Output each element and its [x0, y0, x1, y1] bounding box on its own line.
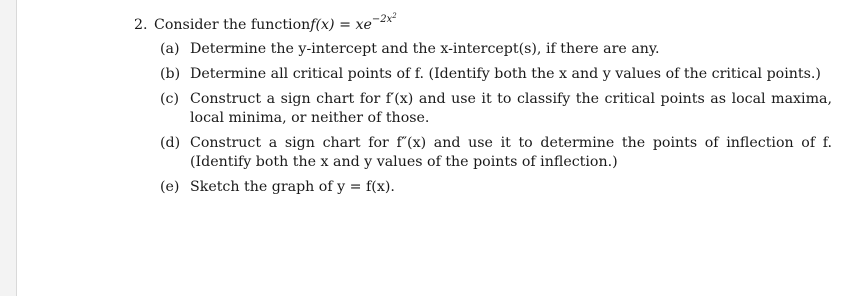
part-text: Determine all critical points of f. (Identify both the x and y values of the critical points.)	[190, 66, 821, 82]
problem-parts-list	[160, 40, 832, 197]
part-label: (c)	[160, 91, 180, 107]
part-text: Sketch the graph of y = f(x).	[190, 179, 395, 195]
function-exponent-base: −2x	[371, 14, 393, 25]
problem-part-d	[160, 134, 832, 172]
part-label: (b)	[160, 66, 181, 82]
function-expression: f(x) = xe	[310, 17, 372, 33]
problem-number: 2.	[134, 17, 148, 33]
problem-block	[134, 12, 834, 203]
part-text: Construct a sign chart for f″(x) and use it to determine the points of inflection of f. (Identify both the x and y values of the points of inflection.)	[190, 135, 832, 170]
part-label: (a)	[160, 41, 180, 57]
function-exponent	[372, 10, 397, 30]
problem-lead-text: Consider the function	[154, 17, 311, 33]
function-exponent-power: 2	[392, 12, 397, 20]
part-text: Determine the y-intercept and the x-intercept(s), if there are any.	[190, 41, 660, 57]
part-text: Construct a sign chart for f′(x) and use it to classify the critical points as local maxima, local minima, or neither of those.	[190, 91, 832, 126]
left-margin-bar	[0, 0, 17, 296]
problem-part-c	[160, 90, 832, 128]
problem-part-b	[160, 65, 832, 84]
part-label: (e)	[160, 179, 180, 195]
problem-part-e	[160, 178, 832, 197]
part-label: (d)	[160, 135, 181, 151]
problem-part-a	[160, 40, 832, 59]
problem-header	[134, 12, 834, 40]
